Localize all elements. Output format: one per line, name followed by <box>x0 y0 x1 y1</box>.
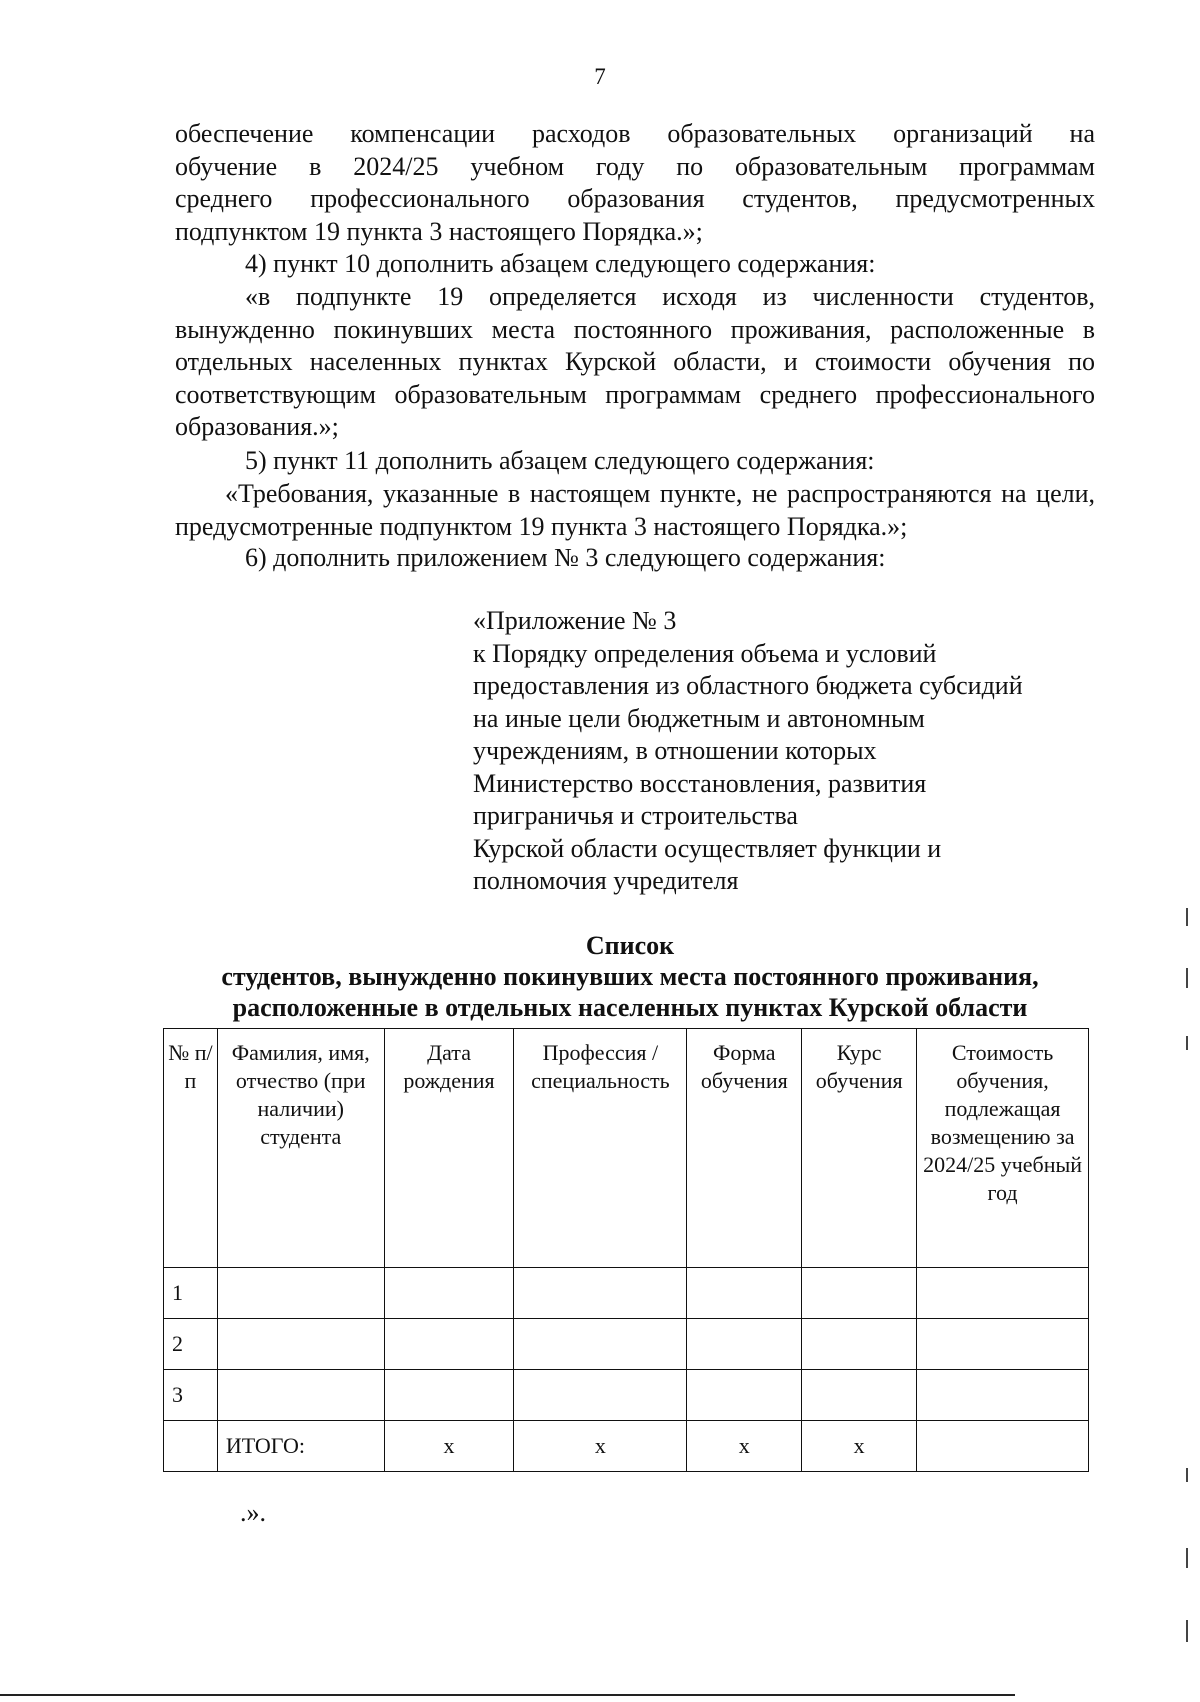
appendix-line: приграничья и строительства <box>473 801 798 830</box>
cell <box>217 1319 384 1370</box>
cell <box>687 1268 802 1319</box>
cell <box>802 1268 917 1319</box>
cell <box>384 1319 514 1370</box>
scan-mark <box>1186 908 1188 926</box>
text-line: среднего профессионального образования студентов, предусмотренных <box>175 184 1095 213</box>
row-number: 2 <box>164 1319 218 1370</box>
scan-mark <box>1186 968 1188 988</box>
header-full-name: Фамилия, имя, отчество (при наличии) студента <box>217 1029 384 1268</box>
header-profession: Профессия / специальность <box>514 1029 687 1268</box>
appendix-line: учреждениям, в отношении которых <box>473 736 877 765</box>
row-number: 1 <box>164 1268 218 1319</box>
scan-mark <box>1186 1620 1188 1642</box>
cell <box>384 1370 514 1421</box>
bottom-rule <box>0 1694 1015 1696</box>
list-title <box>160 930 1100 1023</box>
cell <box>514 1268 687 1319</box>
header-number: № п/п <box>164 1029 218 1268</box>
cell <box>514 1370 687 1421</box>
table-row <box>164 1268 1089 1319</box>
cell <box>514 1319 687 1370</box>
cell <box>802 1370 917 1421</box>
cell <box>384 1268 514 1319</box>
page-number: 7 <box>594 64 606 89</box>
header-cost: Стоимость обучения, подлежащая возмещению за 2024/25 учебный год <box>917 1029 1089 1268</box>
table-row <box>164 1370 1089 1421</box>
table-row <box>164 1319 1089 1370</box>
paragraph-item-5-content: «Требования, указанные в настоящем пункте, не распространяются на цели, предусмотренные подпунктом 19 пункта 3 настоящего Порядка.»; <box>175 479 1095 541</box>
closing-quote: .». <box>240 1498 266 1527</box>
appendix-line: «Приложение № 3 <box>473 606 677 635</box>
appendix-line: Курской области осуществляет функции и <box>473 833 942 863</box>
appendix-line: полномочия учредителя <box>473 866 739 895</box>
table-header-row <box>164 1029 1089 1268</box>
scan-mark <box>1186 1036 1188 1050</box>
row-number: 3 <box>164 1370 218 1421</box>
text-line: подпунктом 19 пункта 3 настоящего Порядка.»; <box>175 216 703 246</box>
list-subheading-line: студентов, вынужденно покинувших места постоянного проживания, <box>221 962 1039 991</box>
text-line: обеспечение компенсации расходов образовательных организаций на <box>175 119 1095 148</box>
appendix-header <box>473 605 1113 898</box>
cell <box>917 1319 1089 1370</box>
paragraph-item-4-content: «в подпункте 19 определяется исходя из численности студентов, вынужденно покинувших места постоянного проживания, расположенные в отдельных населенных пунктах Курской области, и стоимости обучения по соответствующим образовательным программам среднего профессионального образования.»; <box>175 282 1095 441</box>
header-birth-date: Дата рождения <box>384 1029 514 1268</box>
header-course: Курс обучения <box>802 1029 917 1268</box>
scan-mark <box>1186 1468 1188 1482</box>
cell <box>217 1268 384 1319</box>
appendix-line: предоставления из областного бюджета субсидий <box>473 671 1023 700</box>
paragraph-compensation <box>175 118 1095 248</box>
list-heading: Список <box>585 931 675 960</box>
header-study-form: Форма обучения <box>687 1029 802 1268</box>
cell <box>217 1370 384 1421</box>
cell <box>687 1319 802 1370</box>
appendix-line: к Порядку определения объема и условий <box>473 638 937 668</box>
cell <box>164 1421 218 1472</box>
appendix-line: Министерство восстановления, развития <box>473 768 927 798</box>
paragraph-item-5: 5) пункт 11 дополнить абзацем следующего содержания: <box>245 446 875 475</box>
total-mark: х <box>514 1421 687 1472</box>
list-subheading-line: расположенные в отдельных населенных пунктах Курской области <box>232 993 1028 1022</box>
paragraph-item-6: 6) дополнить приложением № 3 следующего содержания: <box>245 543 886 572</box>
students-table <box>163 1028 1089 1472</box>
cell <box>917 1370 1089 1421</box>
cell <box>917 1421 1089 1472</box>
cell <box>687 1370 802 1421</box>
text-line: обучение в 2024/25 учебном году по образовательным программам <box>175 151 1095 181</box>
table-total-row <box>164 1421 1089 1472</box>
cell <box>802 1319 917 1370</box>
total-mark: х <box>384 1421 514 1472</box>
total-mark: х <box>687 1421 802 1472</box>
cell <box>917 1268 1089 1319</box>
appendix-line: на иные цели бюджетным и автономным <box>473 703 925 733</box>
paragraph-item-4: 4) пункт 10 дополнить абзацем следующего содержания: <box>245 249 876 278</box>
total-label: ИТОГО: <box>217 1421 384 1472</box>
scan-mark <box>1186 1548 1188 1568</box>
total-mark: х <box>802 1421 917 1472</box>
